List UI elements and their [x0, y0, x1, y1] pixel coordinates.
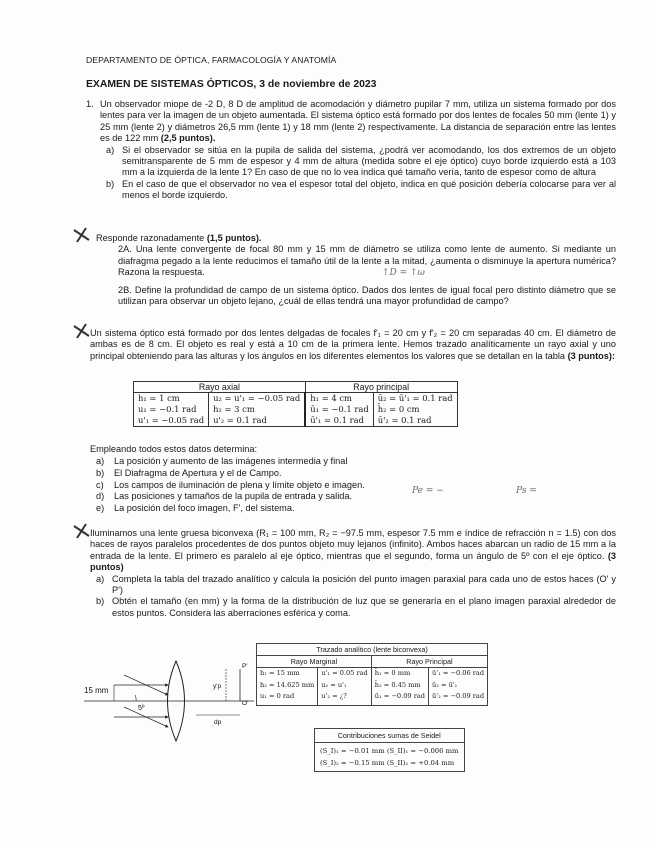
- label-5deg: 5º: [138, 705, 145, 712]
- q2-item-b-label: 2B.: [118, 284, 132, 295]
- list-label: b): [96, 468, 105, 478]
- axial-col-2: [209, 393, 306, 427]
- q4-text: Iluminamos una lente gruesa biconvexa (R₁ = 100 mm, R₂ = −97.5 mm, espesor 7.5 mm e índice de refracción n = 1.5) con dos haces de rayos paralelos procedentes de dos puntos objeto muy lejanos (infinito). Ambos haces abarcan un radio de 15 mm a la entrada de la lente. El primero es paralelo al eje óptico, mientras que el segundo, forma un ángulo de 5º con el eje óptico.: [90, 528, 616, 561]
- q1-number: 1.: [86, 99, 94, 109]
- table-cell: h₁ = 15 mm: [260, 669, 300, 677]
- check-mark-q2: [72, 226, 92, 244]
- q3-lead: Empleando todos estos datos determina:: [90, 444, 258, 454]
- handwritten-note-q2: ↑D = ↑ω: [382, 268, 425, 278]
- table-cell: u'₂ = ¿?: [321, 692, 347, 700]
- label-o-prime: O': [242, 700, 249, 707]
- principal-col-2: [429, 668, 488, 706]
- label-dp: dp: [214, 719, 222, 726]
- principal-col-2: [373, 393, 457, 427]
- table-cell: h̄₂ = 0 cm: [377, 404, 420, 414]
- q1-points: (2,5 puntos).: [160, 133, 216, 144]
- department-header: DEPARTAMENTO DE ÓPTICA, FARMACOLOGÍA Y ANATOMÍA: [86, 55, 337, 65]
- table-cell: h̄₁ = 0 mm: [374, 669, 411, 677]
- axial-ray-header: Rayo axial: [134, 382, 306, 393]
- label-yp: y'p: [213, 683, 222, 690]
- table-cell: u₁ = −0.1 rad: [138, 404, 197, 414]
- q1-text: Un observador miope de -2 D, 8 D de amplitud de acomodación y diámetro pupilar 7 mm, utiliza un sistema formado por dos lentes para ver la imagen de un objeto aumentada. El sistema óptico está formado por dos lentes de focales 50 mm (lente 1) y 25 mm (lente 2) y diámetros 26,5 mm (lente 1) y 18 mm (lente 2) respectivamente. La distancia de separación entre las lentes es de 122 mm: [100, 99, 616, 144]
- angle-arc: [135, 695, 136, 701]
- list-item: [96, 502, 616, 515]
- table-cell: u₂ = u'₁ = −0.05 rad: [213, 393, 301, 403]
- ray-trace-table: [133, 381, 458, 427]
- list-label: c): [96, 479, 104, 490]
- table-cell: ū'₂ = 0.1 rad: [377, 415, 432, 425]
- table-cell: ū₁ = −0.1 rad: [310, 404, 369, 414]
- table-cell: ū'₂ = −0.09 rad: [432, 692, 485, 700]
- list-label: d): [96, 491, 105, 502]
- marginal-ray-header: Rayo Marginal: [257, 656, 372, 668]
- label-15mm: 15 mm: [84, 686, 109, 695]
- q2-item-b-text: Define la profundidad de campo de un sistema óptico. Dados dos lentes de igual focal pero distinto diámetro que se utilizan para observar un objeto lejano, ¿cuál de ellas tendrá una mayor profundidad de campo?: [118, 284, 616, 307]
- q1-part-b: [106, 178, 616, 202]
- principal-col-1: [371, 668, 428, 706]
- q2-item-a-text: Una lente convergente de focal 80 mm y 15 mm de diámetro se utiliza como lente de aumento. Si mediante un diafragma pegado a la lente reducimos el tamaño útil de la lente a la mitad, ¿aumenta o disminuye la apertura numérica? Razona la respuesta.: [118, 244, 616, 278]
- list-item: [96, 468, 616, 480]
- q2-points: (1,5 puntos).: [206, 233, 262, 243]
- q1-a-label: a): [106, 144, 115, 155]
- table-cell: u₂ = u'₁: [321, 680, 347, 689]
- principal-ray-header: Rayo Principal: [371, 656, 487, 668]
- q4-a-text: Completa la tabla del trazado analítico y calcula la posición del punto imagen paraxial para cada uno de estos haces (O' y P'): [112, 573, 616, 596]
- table-cell: u'₁ = −0.05 rad: [138, 415, 205, 425]
- list-item: [96, 479, 616, 492]
- principal-col-1: [305, 393, 373, 427]
- q2-item-a-label: 2A.: [118, 244, 132, 255]
- table-cell: ū'₁ = 0.1 rad: [310, 415, 365, 425]
- list-item: [96, 491, 616, 503]
- seidel-row: (S_I)₂ = −0.15 mm (S_II)₂ = +0.04 mm: [320, 759, 455, 767]
- check-mark-q4: [72, 522, 92, 540]
- table-cell: h₂ = 14.625 mm: [260, 680, 315, 689]
- list-text: La posición del foco imagen, F', del sistema.: [114, 502, 295, 513]
- marginal-col-1: [257, 668, 318, 706]
- q3-tasks: [90, 444, 616, 514]
- q1-a-text: Si el observador se sitúa en la pupila de salida del sistema, ¿podrá ver acomodando, los dos extremos de un objeto semitransparente de 5 mm de espesor y 4 mm de altura (medida sobre el eje óptico) cuyo borde izquierdo está a 103 mm a la izquierda de la lente 1? En caso de que no lo vea indica qué tamaño vería, tanto de espesor como de altura: [122, 144, 616, 178]
- list-text: La posición y aumento de las imágenes intermedia y final: [114, 456, 348, 467]
- list-text: El Diafragma de Apertura y el de Campo.: [114, 468, 282, 478]
- check-mark-q3: [72, 322, 92, 340]
- table-cell: u'₁ = 0.05 rad: [321, 669, 368, 677]
- trace-table-title: Trazado analítico (lente biconvexa): [257, 644, 488, 656]
- label-p-prime: P': [242, 663, 248, 670]
- exam-title: EXAMEN DE SISTEMAS ÓPTICOS, 3 de noviembre de 2023: [86, 79, 377, 90]
- question-2: [90, 233, 616, 307]
- list-text: Los campos de iluminación de plena y límite objeto e imagen.: [114, 479, 365, 490]
- handwritten-note-pe: Pe = −: [412, 486, 444, 496]
- q4-part-a: [96, 573, 616, 597]
- q3-points: (3 puntos):: [567, 350, 616, 361]
- thick-lens-trace-table: [256, 643, 488, 706]
- seidel-row: (S_I)₁ = −0.01 mm (S_II)₁ = −0.006 mm: [320, 747, 459, 755]
- q3-text: Un sistema óptico está formado por dos lentes delgadas de focales f'₁ = 20 cm y f'₂ = 20 cm separadas 40 cm. El diámetro de ambas es de 8 cm. El objeto es real y está a 10 cm de la primera lente. Hemos trazado analíticamente un rayo axial y uno principal obteniendo para las alturas y los ángulos en los diferentes elementos los valores que se detallan en la tabla: [90, 328, 616, 361]
- handwritten-note-ps: Ps =: [516, 486, 537, 496]
- lens-diagram: [84, 655, 254, 745]
- list-label: a): [96, 456, 105, 467]
- q4-b-label: b): [96, 596, 105, 607]
- table-cell: ū₂ = ū'₁ = 0.1 rad: [377, 393, 453, 403]
- question-4: [90, 528, 616, 619]
- q4-a-label: a): [96, 573, 105, 584]
- principal-ray-header: Rayo principal: [305, 382, 457, 393]
- q4-b-text: Obtén el tamaño (en mm) y la forma de la distribución de luz que se generaría en el plano imagen paraxial alrededor de estos puntos. Considera las aberraciones esférica y coma.: [112, 596, 616, 618]
- marginal-col-2: [318, 668, 372, 706]
- q1-b-text: En el caso de que el observador no vea el espesor total del objeto, indica en qué posición debería colocarse para ver al menos el borde izquierdo.: [122, 178, 616, 201]
- question-3: [90, 328, 616, 362]
- table-cell: u'₂ = 0.1 rad: [213, 415, 267, 425]
- list-label: e): [96, 502, 105, 513]
- table-cell: ū₁ = −0.09 rad: [374, 692, 426, 700]
- list-text: Las posiciones y tamaños de la pupila de entrada y salida.: [114, 491, 353, 502]
- table-cell: h₁ = 1 cm: [138, 393, 180, 403]
- table-cell: h₂ = 3 cm: [213, 404, 255, 414]
- table-cell: ū'₁ = −0.06 rad: [432, 669, 485, 677]
- question-1: [86, 99, 616, 202]
- axial-col-1: [134, 393, 209, 427]
- seidel-values: [315, 743, 465, 772]
- q1-b-label: b): [106, 178, 115, 189]
- q2-intro: Responde razonadamente: [96, 233, 205, 243]
- seidel-table: [314, 728, 465, 772]
- q4-points: (3 puntos): [90, 550, 616, 573]
- table-cell: h̄₂ = 0.45 mm: [374, 680, 421, 689]
- table-cell: h̄₁ = 4 cm: [310, 393, 352, 403]
- seidel-title: Contribuciones sumas de Seidel: [315, 729, 465, 743]
- q1-part-a: [106, 144, 616, 179]
- list-item: [96, 456, 616, 468]
- table-cell: u₁ = 0 rad: [260, 692, 295, 700]
- q4-part-b: [96, 596, 616, 619]
- table-cell: ū₂ = ū'₁: [432, 680, 458, 689]
